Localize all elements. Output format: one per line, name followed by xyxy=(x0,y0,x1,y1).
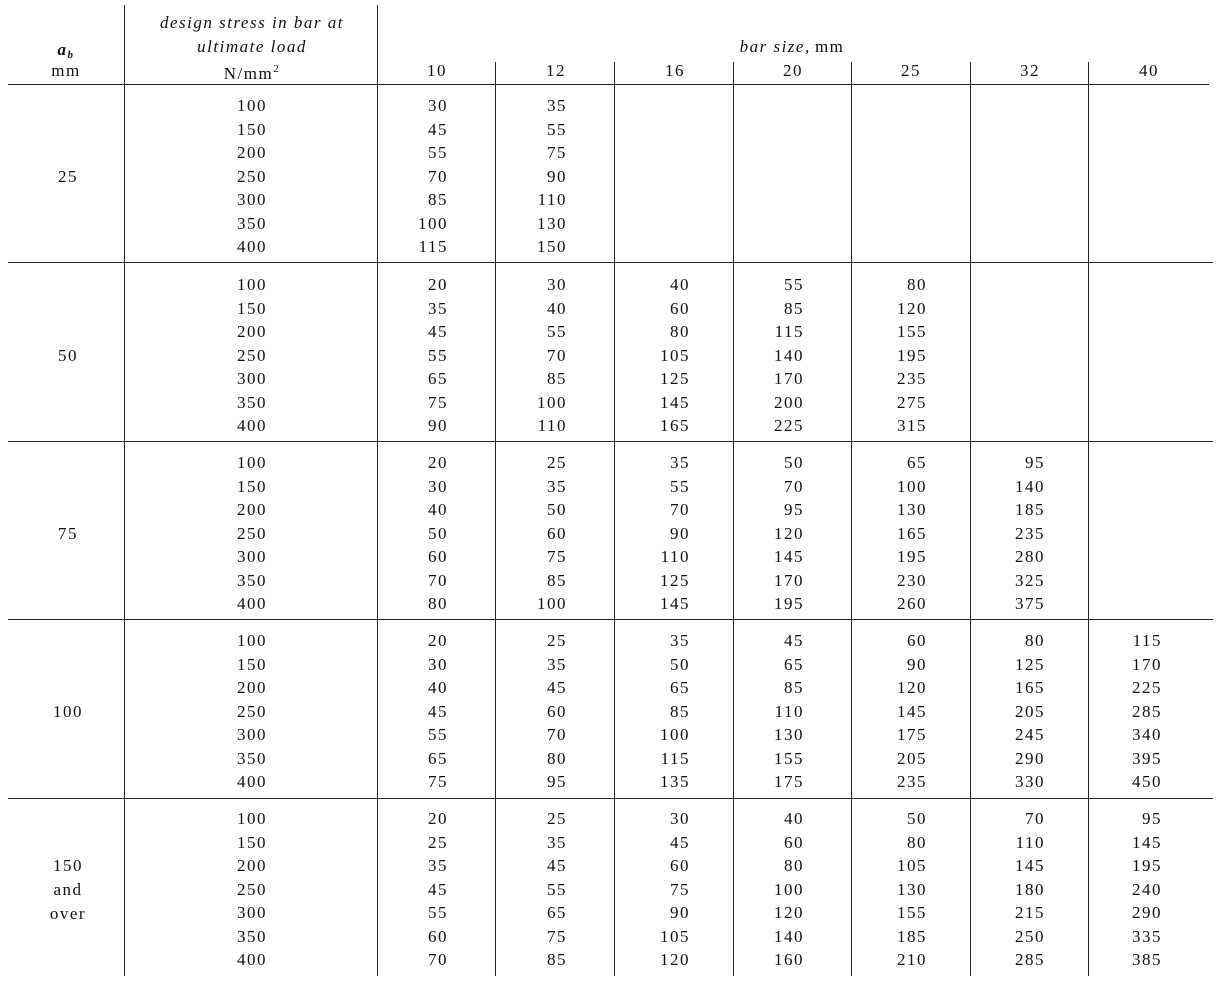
cell-value: 65 xyxy=(547,903,567,922)
cell-value: 330 xyxy=(1015,772,1045,791)
group-rule xyxy=(8,798,1213,799)
stress-value: 150 xyxy=(237,476,267,496)
cell-value: 50 xyxy=(428,523,448,543)
cell-value: 125 xyxy=(1015,654,1045,674)
stress-value: 200 xyxy=(237,143,267,162)
ab-subscript: b xyxy=(67,49,75,61)
cell-value: 35 xyxy=(547,96,567,115)
cell-value: 235 xyxy=(1015,523,1045,543)
cell-value: 40 xyxy=(784,809,804,828)
cell-value: 145 xyxy=(1132,832,1162,852)
cell-value: 100 xyxy=(418,213,448,233)
cell-value: 145 xyxy=(774,547,804,566)
stress-value: 300 xyxy=(237,725,267,744)
stress-value: 350 xyxy=(237,570,267,590)
cell-value: 90 xyxy=(428,416,448,435)
cell-value: 80 xyxy=(670,322,690,341)
group-rule xyxy=(8,619,1213,620)
cell-value: 85 xyxy=(784,298,804,318)
cell-value: 170 xyxy=(774,570,804,590)
cell-value: 170 xyxy=(1132,654,1162,674)
cell-value: 70 xyxy=(428,570,448,590)
cell-value: 80 xyxy=(428,594,448,613)
cell-value: 70 xyxy=(547,345,567,365)
cell-value: 30 xyxy=(547,275,567,294)
cell-value: 115 xyxy=(1132,631,1162,650)
cell-value: 70 xyxy=(547,725,567,744)
cell-value: 30 xyxy=(428,96,448,115)
cell-value: 385 xyxy=(1132,950,1162,969)
cell-value: 315 xyxy=(897,416,927,435)
cell-value: 115 xyxy=(660,748,690,768)
cell-value: 145 xyxy=(897,701,927,721)
cell-value: 20 xyxy=(428,631,448,650)
stress-value: 300 xyxy=(237,190,267,209)
ab-value: 50 xyxy=(58,345,78,365)
stress-unit: N/mm xyxy=(223,64,274,83)
stress-value: 100 xyxy=(237,275,267,294)
cell-value: 35 xyxy=(428,298,448,318)
cell-value: 35 xyxy=(547,476,567,496)
cell-value: 140 xyxy=(774,345,804,365)
stress-value: 250 xyxy=(237,879,267,899)
cell-value: 50 xyxy=(784,453,804,472)
cell-value: 60 xyxy=(428,926,448,946)
stress-value: 400 xyxy=(237,950,267,969)
cell-value: 155 xyxy=(897,903,927,922)
cell-value: 55 xyxy=(428,143,448,162)
cell-value: 70 xyxy=(428,950,448,969)
ab-value: over xyxy=(49,903,87,923)
cell-value: 235 xyxy=(897,772,927,791)
ab-value: 100 xyxy=(53,701,83,721)
cell-value: 340 xyxy=(1132,725,1162,744)
cell-value: 75 xyxy=(547,547,567,566)
cell-value: 70 xyxy=(1025,809,1045,828)
cell-value: 140 xyxy=(774,926,804,946)
header-rule xyxy=(8,84,1209,85)
ab-value: and xyxy=(53,879,83,899)
cell-value: 100 xyxy=(537,392,567,412)
bar-column-rule xyxy=(1088,62,1089,976)
cell-value: 275 xyxy=(897,392,927,412)
group-rule xyxy=(8,262,1213,263)
stress-value: 100 xyxy=(237,453,267,472)
cell-value: 50 xyxy=(547,500,567,519)
cell-value: 55 xyxy=(547,879,567,899)
cell-value: 245 xyxy=(1015,725,1045,744)
cell-value: 60 xyxy=(547,701,567,721)
cell-value: 40 xyxy=(547,298,567,318)
cell-value: 60 xyxy=(670,298,690,318)
cell-value: 100 xyxy=(537,594,567,613)
cell-value: 55 xyxy=(428,903,448,922)
group-rule xyxy=(8,441,1213,442)
cell-value: 75 xyxy=(547,143,567,162)
stress-column-rule xyxy=(377,5,378,976)
cell-value: 120 xyxy=(897,678,927,697)
stress-value: 200 xyxy=(237,500,267,519)
cell-value: 110 xyxy=(537,190,567,209)
cell-value: 175 xyxy=(897,725,927,744)
cell-value: 210 xyxy=(897,950,927,969)
cell-value: 105 xyxy=(660,926,690,946)
cell-value: 95 xyxy=(547,772,567,791)
stress-value: 250 xyxy=(237,166,267,186)
ab-value: 75 xyxy=(58,523,78,543)
ab-unit: mm xyxy=(51,61,81,80)
stress-value: 250 xyxy=(237,701,267,721)
cell-value: 80 xyxy=(547,748,567,768)
cell-value: 75 xyxy=(547,926,567,946)
cell-value: 105 xyxy=(897,856,927,875)
cell-value: 80 xyxy=(907,832,927,852)
bar-column-rule xyxy=(495,62,496,976)
cell-value: 115 xyxy=(774,322,804,341)
cell-value: 60 xyxy=(670,856,690,875)
cell-value: 180 xyxy=(1015,879,1045,899)
cell-value: 105 xyxy=(660,345,690,365)
cell-value: 55 xyxy=(547,119,567,139)
stress-value: 350 xyxy=(237,213,267,233)
cell-value: 280 xyxy=(1015,547,1045,566)
stress-value: 250 xyxy=(237,523,267,543)
cell-value: 55 xyxy=(670,476,690,496)
cell-value: 90 xyxy=(547,166,567,186)
stress-value: 100 xyxy=(237,631,267,650)
cell-value: 450 xyxy=(1132,772,1162,791)
cell-value: 80 xyxy=(907,275,927,294)
cell-value: 160 xyxy=(774,950,804,969)
cell-value: 60 xyxy=(907,631,927,650)
bar-size-unit: mm xyxy=(814,37,845,56)
stress-value: 150 xyxy=(237,832,267,852)
cell-value: 30 xyxy=(670,809,690,828)
cell-value: 290 xyxy=(1132,903,1162,922)
bar-column-rule xyxy=(970,62,971,976)
cell-value: 165 xyxy=(897,523,927,543)
cell-value: 120 xyxy=(774,523,804,543)
cell-value: 130 xyxy=(897,879,927,899)
cell-value: 165 xyxy=(1015,678,1045,697)
cell-value: 25 xyxy=(428,832,448,852)
stress-value: 250 xyxy=(237,345,267,365)
stress-value: 350 xyxy=(237,748,267,768)
cell-value: 100 xyxy=(897,476,927,496)
cell-value: 140 xyxy=(1015,476,1045,496)
cell-value: 75 xyxy=(670,879,690,899)
cell-value: 230 xyxy=(897,570,927,590)
ab-column-rule xyxy=(124,5,125,976)
cell-value: 50 xyxy=(670,654,690,674)
cell-value: 65 xyxy=(784,654,804,674)
cell-value: 145 xyxy=(660,392,690,412)
cell-value: 150 xyxy=(537,237,567,256)
cell-value: 395 xyxy=(1132,748,1162,768)
bar-size-32: 32 xyxy=(1020,61,1040,80)
cell-value: 250 xyxy=(1015,926,1045,946)
cell-value: 70 xyxy=(784,476,804,496)
bar-size-10: 10 xyxy=(427,61,447,80)
cell-value: 145 xyxy=(1015,856,1045,875)
cell-value: 25 xyxy=(547,809,567,828)
stress-value: 300 xyxy=(237,547,267,566)
cell-value: 30 xyxy=(428,654,448,674)
stress-value: 400 xyxy=(237,416,267,435)
cell-value: 45 xyxy=(428,879,448,899)
stress-header-unit xyxy=(224,59,280,84)
cell-value: 90 xyxy=(670,523,690,543)
bar-size-12: 12 xyxy=(546,61,566,80)
bar-size-25: 25 xyxy=(901,61,921,80)
cell-value: 215 xyxy=(1015,903,1045,922)
cell-value: 195 xyxy=(897,547,927,566)
stress-value: 300 xyxy=(237,903,267,922)
bar-column-rule xyxy=(614,62,615,976)
cell-value: 95 xyxy=(1142,809,1162,828)
cell-value: 65 xyxy=(670,678,690,697)
cell-value: 195 xyxy=(774,594,804,613)
cell-value: 325 xyxy=(1015,570,1045,590)
cell-value: 100 xyxy=(774,879,804,899)
bar-column-rule xyxy=(851,62,852,976)
cell-value: 20 xyxy=(428,809,448,828)
bar-size-16: 16 xyxy=(665,61,685,80)
stress-value: 400 xyxy=(237,772,267,791)
stress-value: 150 xyxy=(237,298,267,318)
ab-value: 150 xyxy=(53,855,83,875)
cell-value: 45 xyxy=(784,631,804,650)
cell-value: 155 xyxy=(897,322,927,341)
cell-value: 60 xyxy=(428,547,448,566)
cell-value: 285 xyxy=(1015,950,1045,969)
stress-value: 100 xyxy=(237,96,267,115)
cell-value: 80 xyxy=(784,856,804,875)
cell-value: 25 xyxy=(547,453,567,472)
cell-value: 175 xyxy=(774,772,804,791)
cell-value: 285 xyxy=(1132,701,1162,721)
cell-value: 65 xyxy=(428,369,448,388)
cell-value: 55 xyxy=(784,275,804,294)
cell-value: 45 xyxy=(670,832,690,852)
stress-unit-power: 2 xyxy=(273,63,281,75)
cell-value: 75 xyxy=(428,392,448,412)
cell-value: 55 xyxy=(428,725,448,744)
stress-header-line1: design stress in bar at xyxy=(159,13,345,32)
cell-value: 225 xyxy=(774,416,804,435)
cell-value: 335 xyxy=(1132,926,1162,946)
cell-value: 290 xyxy=(1015,748,1045,768)
cell-value: 85 xyxy=(547,369,567,388)
cell-value: 40 xyxy=(428,678,448,697)
stress-value: 200 xyxy=(237,678,267,697)
cell-value: 120 xyxy=(660,950,690,969)
cell-value: 85 xyxy=(670,701,690,721)
cell-value: 90 xyxy=(907,654,927,674)
cell-value: 45 xyxy=(547,856,567,875)
cell-value: 35 xyxy=(428,856,448,875)
cell-value: 40 xyxy=(670,275,690,294)
ab-value: 25 xyxy=(58,166,78,186)
cell-value: 60 xyxy=(784,832,804,852)
cell-value: 35 xyxy=(670,631,690,650)
stress-value: 400 xyxy=(237,594,267,613)
cell-value: 55 xyxy=(428,345,448,365)
cell-value: 30 xyxy=(428,476,448,496)
cell-value: 35 xyxy=(670,453,690,472)
cell-value: 110 xyxy=(537,416,567,435)
cell-value: 90 xyxy=(670,903,690,922)
cell-value: 45 xyxy=(428,322,448,341)
cell-value: 65 xyxy=(907,453,927,472)
cell-value: 165 xyxy=(660,416,690,435)
cell-value: 110 xyxy=(1015,832,1045,852)
stress-value: 200 xyxy=(237,856,267,875)
cell-value: 45 xyxy=(428,701,448,721)
cell-value: 100 xyxy=(660,725,690,744)
cell-value: 130 xyxy=(774,725,804,744)
cell-value: 35 xyxy=(547,832,567,852)
cell-value: 120 xyxy=(897,298,927,318)
cell-value: 65 xyxy=(428,748,448,768)
cell-value: 155 xyxy=(774,748,804,768)
bar-size-20: 20 xyxy=(783,61,803,80)
cell-value: 235 xyxy=(897,369,927,388)
bar-size-40: 40 xyxy=(1139,61,1159,80)
cell-value: 145 xyxy=(660,594,690,613)
bar-column-rule xyxy=(733,62,734,976)
cell-value: 110 xyxy=(774,701,804,721)
cell-value: 195 xyxy=(897,345,927,365)
cell-value: 95 xyxy=(1025,453,1045,472)
bar-size-header xyxy=(740,37,845,57)
cell-value: 185 xyxy=(897,926,927,946)
cell-value: 80 xyxy=(1025,631,1045,650)
cell-value: 115 xyxy=(418,237,448,256)
cell-value: 110 xyxy=(660,547,690,566)
cell-value: 205 xyxy=(897,748,927,768)
cell-value: 25 xyxy=(547,631,567,650)
cell-value: 135 xyxy=(660,772,690,791)
cell-value: 40 xyxy=(428,500,448,519)
cell-value: 55 xyxy=(547,322,567,341)
cell-value: 20 xyxy=(428,453,448,472)
cell-value: 195 xyxy=(1132,856,1162,875)
cell-value: 60 xyxy=(547,523,567,543)
cell-value: 120 xyxy=(774,903,804,922)
cell-value: 50 xyxy=(907,809,927,828)
stress-value: 150 xyxy=(237,654,267,674)
stress-value: 350 xyxy=(237,926,267,946)
cell-value: 200 xyxy=(774,392,804,412)
cell-value: 260 xyxy=(897,594,927,613)
stress-value: 150 xyxy=(237,119,267,139)
cell-value: 130 xyxy=(897,500,927,519)
cell-value: 125 xyxy=(660,570,690,590)
cell-value: 85 xyxy=(428,190,448,209)
stress-value: 300 xyxy=(237,369,267,388)
cell-value: 70 xyxy=(670,500,690,519)
bar-size-label: bar size, xyxy=(739,37,811,56)
cell-value: 375 xyxy=(1015,594,1045,613)
cell-value: 35 xyxy=(547,654,567,674)
cell-value: 70 xyxy=(428,166,448,186)
cell-value: 170 xyxy=(774,369,804,388)
cell-value: 45 xyxy=(547,678,567,697)
cell-value: 45 xyxy=(428,119,448,139)
cell-value: 240 xyxy=(1132,879,1162,899)
stress-value: 400 xyxy=(237,237,267,256)
cell-value: 75 xyxy=(428,772,448,791)
cell-value: 85 xyxy=(784,678,804,697)
stress-value: 350 xyxy=(237,392,267,412)
cell-value: 85 xyxy=(547,950,567,969)
cell-value: 205 xyxy=(1015,701,1045,721)
cell-value: 95 xyxy=(784,500,804,519)
cell-value: 185 xyxy=(1015,500,1045,519)
stress-value: 200 xyxy=(237,322,267,341)
stress-value: 100 xyxy=(237,809,267,828)
cell-value: 125 xyxy=(660,369,690,388)
ab-symbol: a xyxy=(57,40,68,59)
stress-header-line2: ultimate load xyxy=(197,37,307,56)
cell-value: 20 xyxy=(428,275,448,294)
cell-value: 225 xyxy=(1132,678,1162,697)
cell-value: 130 xyxy=(537,213,567,233)
cell-value: 85 xyxy=(547,570,567,590)
